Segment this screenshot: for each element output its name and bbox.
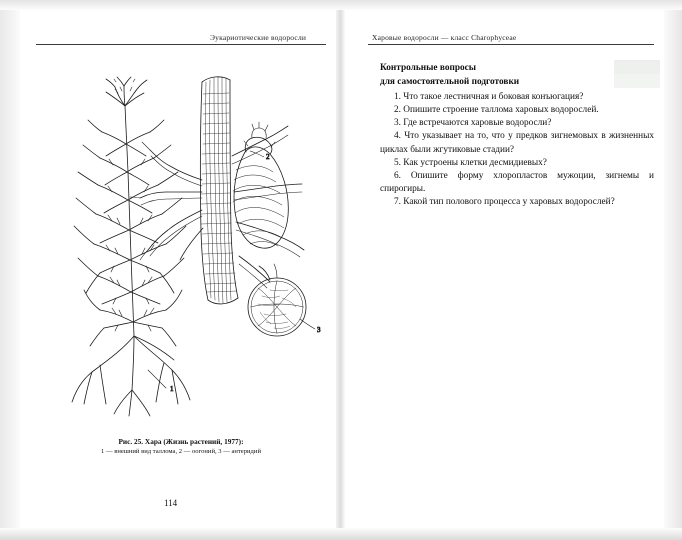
figure-label-2: 2: [266, 153, 270, 161]
question-item: 2. Опишите строение таллома харовых водорослей.: [394, 105, 599, 116]
page-edge-top: [0, 0, 682, 10]
page-number: 114: [164, 498, 178, 508]
page-edge-left: [0, 0, 20, 540]
running-head-right: Харовые водоросли — класс Charophyceae: [372, 33, 517, 42]
question-item: 3. Где встречаются харовые водоросли?: [394, 118, 552, 129]
running-head-left: Эукариотические водоросли: [210, 33, 307, 42]
page-edge-right: [664, 0, 682, 540]
questions-title-line1: Контрольные вопросы: [380, 63, 477, 73]
page-edge-bottom: [0, 528, 682, 540]
header-rule-left: [36, 44, 326, 45]
question-item: 7. Какой тип полового процесса у харовых водорослей?: [394, 196, 615, 207]
questions-title: [380, 62, 654, 89]
figure-caption: [36, 437, 326, 457]
book-gutter: [336, 8, 346, 532]
figure-label-1: 1: [170, 385, 174, 393]
questions-title-line2: для самостоятельной подготовки: [380, 76, 520, 87]
header-rule-right: [368, 44, 654, 45]
question-item: 5. Как устроены клетки десмидиевых?: [394, 157, 547, 168]
figure-label-3: 3: [317, 326, 321, 334]
question-item: 6. Опишите форму хлоропластов мужоции, зигнемы и спирогиры.: [380, 170, 654, 194]
figure-chara-illustration: [30, 60, 330, 435]
figure-caption-sub: 1 — внешний вид таллома, 2 — оогоний, 3 — антеридий: [101, 448, 261, 455]
questions-block: [380, 62, 654, 209]
question-item: 4. Что указывает на то, что у предков зигнемовых в жизненных циклах были жгутиковые стадии?: [380, 131, 654, 155]
figure-caption-main: Рис. 25. Хара (Жизнь растений, 1977):: [118, 437, 244, 446]
question-item: 1. Что такое лестничная и боковая конъюгация?: [394, 92, 584, 103]
